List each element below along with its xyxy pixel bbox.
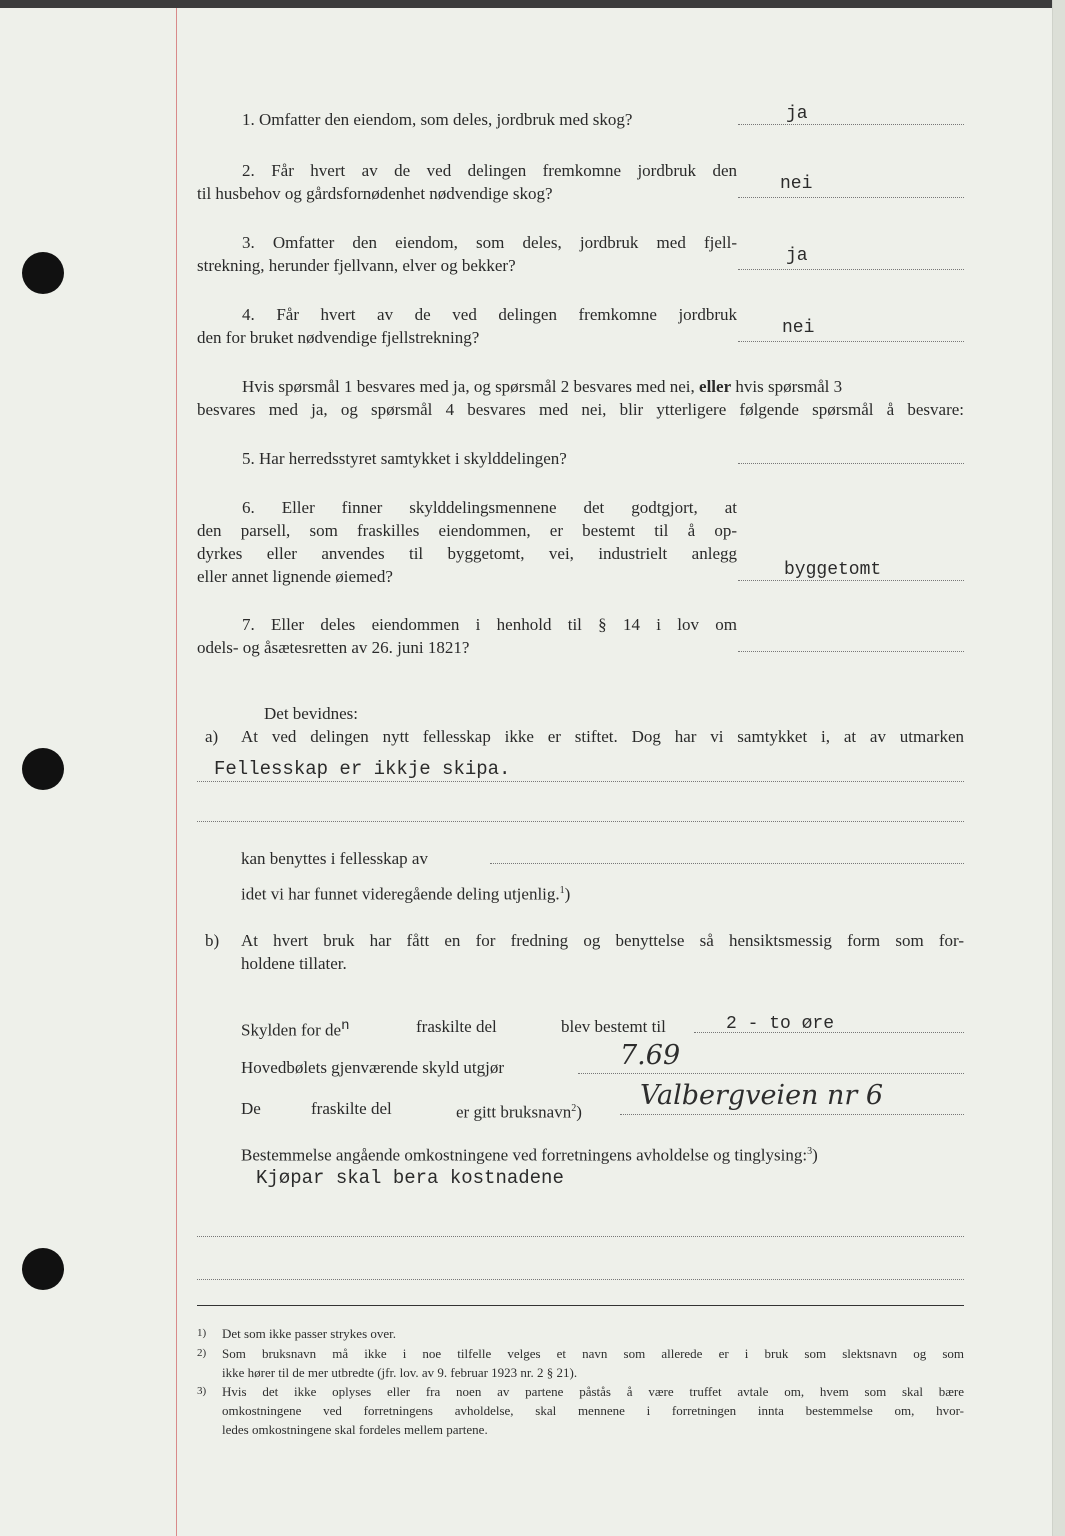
footnote-ref-2: 2 — [571, 1103, 577, 1114]
skyld-value: 2 - to øre — [726, 1014, 835, 1034]
question-7-line-2: odels- og åsætesretten av 26. juni 1821? — [197, 638, 470, 657]
question-2-line-1: 2. Får hvert av de ved delingen fremkomne jordbruk den — [242, 161, 737, 180]
cost-line-2 — [197, 1279, 964, 1280]
footnote-1-line-1: Det som ikke passer strykes over. — [222, 1326, 397, 1341]
item-b-line-2: holdene tillater. — [241, 954, 347, 973]
item-a-line-1 — [197, 781, 964, 782]
item-a-text: At ved delingen nytt fellesskap ikke er stiftet. Dog har vi samtykket i, at av utmarken — [241, 727, 964, 746]
footnote-2-line-1: Som bruksnavn må ikke i noe tilfelle velges et navn som allerede er i bruk som slektsnavn og som — [222, 1346, 964, 1361]
footnote-3-line-3: ledes omkostningene skal fordeles mellem partene. — [222, 1422, 488, 1437]
bruk-label-2: fraskilte del — [311, 1099, 392, 1118]
answer-1: ja — [786, 104, 808, 124]
answer-line-4 — [738, 341, 964, 342]
cost-label — [241, 1140, 818, 1167]
answer-line-3 — [738, 269, 964, 270]
question-2-line-2: til husbehov og gårdsfornødenhet nødvendige skog? — [197, 184, 553, 203]
question-4-line-2: den for bruket nødvendige fjellstrekning? — [197, 328, 480, 347]
footnote-3-line-1: Hvis det ikke oplyses eller fra noen av partene påstås å være truffet avtale om, hvem som skal bære — [222, 1384, 964, 1399]
intro-line-2: besvares med ja, og spørsmål 4 besvares med nei, blir ytterligere følgende spørsmål å besvare: — [197, 400, 964, 419]
intro-text-a: Hvis spørsmål 1 besvares med ja, og spørsmål 2 besvares med nei, — [242, 377, 695, 396]
hoved-value-line — [578, 1073, 964, 1074]
answer-line-5 — [738, 463, 964, 464]
cost-line-1 — [197, 1236, 964, 1237]
cost-value: Kjøpar skal bera kostnadene — [256, 1167, 564, 1189]
answer-line-2 — [738, 197, 964, 198]
answer-6: byggetomt — [784, 560, 882, 580]
footnote-3-line-2: omkostningene ved forretningens avholdelse, skal mennene i forretningen innta bestemmelse om, hvor- — [222, 1403, 964, 1418]
question-5: 5. Har herredsstyret samtykket i skylddelingen? — [242, 449, 567, 468]
certify-heading: Det bevidnes: — [264, 704, 358, 723]
skyld-label-1 — [241, 1015, 350, 1042]
answer-3: ja — [786, 246, 808, 266]
question-3-line-2: strekning, herunder fjellvann, elver og bekker? — [197, 256, 516, 275]
question-3-line-1: 3. Omfatter den eiendom, som deles, jordbruk med fjell- — [242, 233, 737, 252]
bruk-label-3 — [456, 1097, 582, 1124]
intro-emphasis: eller — [699, 377, 732, 396]
shared-use-label: kan benyttes i fellesskap av — [241, 849, 428, 868]
footnote-ref-1: 1 — [559, 885, 565, 896]
skyld-label-2: fraskilte del — [416, 1017, 497, 1036]
cost-label-close: ) — [812, 1145, 818, 1165]
intro-text-c: hvis spørsmål 3 — [735, 377, 843, 396]
item-b-label: b) — [205, 931, 220, 950]
bruk-label-3-text: er gitt bruksnavn — [456, 1102, 572, 1122]
answer-line-6 — [738, 580, 964, 581]
scan-right-edge — [1052, 0, 1065, 1536]
question-6-line-1: 6. Eller finner skylddelingsmennene det godtgjort, at — [242, 498, 737, 517]
intro-line-1 — [242, 375, 842, 398]
punch-hole-icon — [22, 252, 64, 294]
hoved-value: 7.69 — [620, 1040, 681, 1071]
punch-hole-icon — [22, 1248, 64, 1290]
shared-use-note-text: idet vi har funnet videregående deling utjenlig. — [241, 884, 560, 904]
bruk-label-1: De — [241, 1099, 261, 1118]
item-a-answer: Fellesskap er ikkje skipa. — [214, 758, 511, 780]
skyld-label-1-n: n — [341, 1018, 350, 1034]
bruk-value: Valbergveien nr 6 — [640, 1080, 884, 1111]
item-a-label: a) — [205, 727, 219, 746]
item-b-line-1: At hvert bruk har fått en for fredning og benyttelse så hensiktsmessig form som for- — [241, 931, 964, 950]
question-4-line-1: 4. Får hvert av de ved delingen fremkomne jordbruk — [242, 305, 737, 324]
question-6-line-2: den parsell, som fraskilles eiendommen, er bestemt til å op- — [197, 521, 737, 540]
answer-2: nei — [780, 174, 813, 194]
answer-line-1 — [738, 124, 964, 125]
hoved-label: Hovedbølets gjenværende skyld utgjør — [241, 1058, 504, 1077]
question-6-line-4: eller annet lignende øiemed? — [197, 567, 393, 586]
item-a-line-2 — [197, 821, 964, 822]
footnote-2-mark: 2) — [197, 1347, 207, 1359]
shared-use-note: idet vi har funnet videregående deling utjenlig.$^1$) — [241, 884, 571, 904]
margin-rule — [176, 8, 177, 1536]
footnote-1-mark: 1) — [197, 1327, 207, 1339]
bruk-value-line — [620, 1114, 964, 1115]
question-6-line-3: dyrkes eller anvendes til byggetomt, vei, industrielt anlegg — [197, 544, 737, 563]
footnote-2-line-2: ikke hører til de mer utbredte (jfr. lov. av 9. februar 1923 nr. 2 § 21). — [222, 1365, 578, 1380]
cost-label-text: Bestemmelse angående omkostningene ved forretningens avholdelse og tinglysing: — [241, 1145, 808, 1165]
question-7-line-1: 7. Eller deles eiendommen i henhold til § 14 i lov om — [242, 615, 737, 634]
punch-hole-icon — [22, 748, 64, 790]
shared-use-line — [490, 863, 964, 864]
question-1: 1. Omfatter den eiendom, som deles, jordbruk med skog? — [242, 110, 633, 129]
skyld-label-1-text: Skylden for de — [241, 1020, 342, 1040]
footnote-separator — [197, 1305, 964, 1306]
answer-4: nei — [782, 318, 815, 338]
answer-line-7 — [738, 651, 964, 652]
footnote-ref-3: 3 — [807, 1146, 813, 1157]
footnote-3-mark: 3) — [197, 1385, 207, 1397]
bruk-label-3-close: ) — [576, 1102, 582, 1122]
skyld-label-3: blev bestemt til — [561, 1017, 666, 1036]
scan-top-edge — [0, 0, 1065, 8]
